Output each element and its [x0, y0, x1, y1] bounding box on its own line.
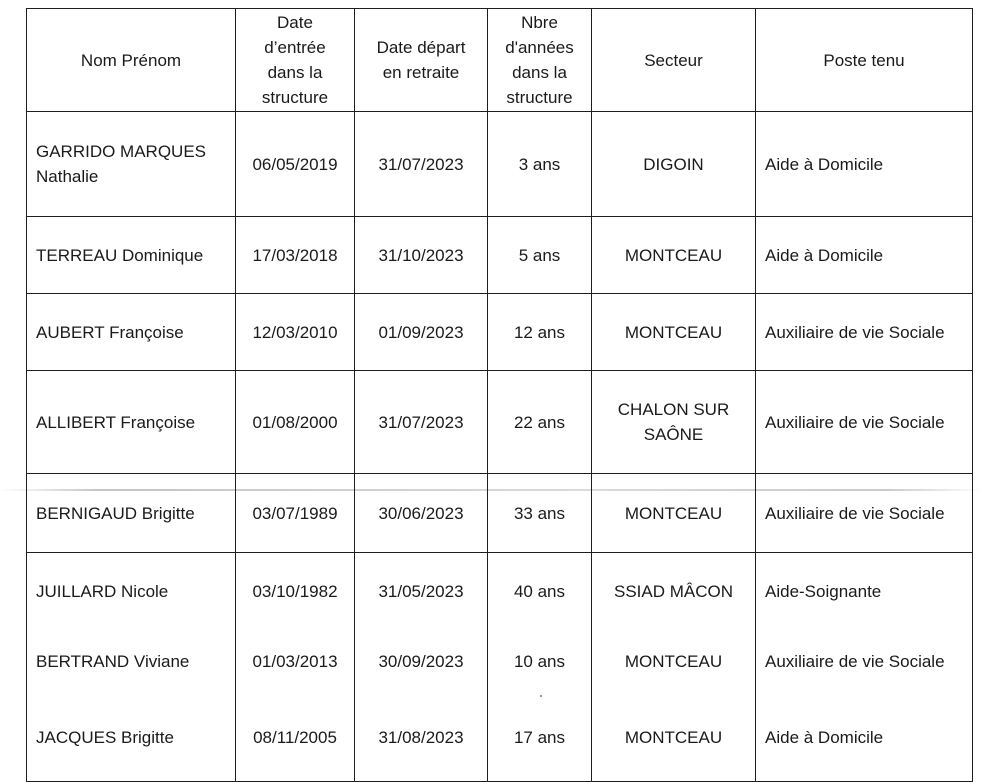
- cell-position: Aide-Soignante: [756, 553, 973, 630]
- table-row: [27, 371, 973, 474]
- table-row: [27, 630, 973, 693]
- cell-name: JACQUES Brigitte: [27, 693, 236, 782]
- cell-entry-date: 03/10/1982: [236, 553, 355, 630]
- cell-years: 17 ans: [488, 693, 592, 782]
- cell-position: Auxiliaire de vie Sociale: [756, 630, 973, 693]
- header-row: [27, 9, 973, 112]
- table-row: [27, 294, 973, 371]
- cell-years: 12 ans: [488, 294, 592, 371]
- cell-name: TERREAU Dominique: [27, 217, 236, 294]
- cell-entry-date: 01/03/2013: [236, 630, 355, 693]
- header-years: Nbre d'années dans la structure: [488, 9, 592, 112]
- table-row: [27, 553, 973, 630]
- cell-name: AUBERT Françoise: [27, 294, 236, 371]
- cell-retirement-date: 31/07/2023: [355, 371, 488, 474]
- cell-sector: CHALON SUR SAÔNE: [592, 371, 756, 474]
- cell-retirement-date: 31/05/2023: [355, 553, 488, 630]
- cell-name: BERNIGAUD Brigitte: [27, 474, 236, 553]
- table-row: [27, 217, 973, 294]
- cell-position: Auxiliaire de vie Sociale: [756, 474, 973, 553]
- cell-entry-date: 03/07/1989: [236, 474, 355, 553]
- cell-entry-date: 12/03/2010: [236, 294, 355, 371]
- cell-retirement-date: 31/10/2023: [355, 217, 488, 294]
- cell-name: ALLIBERT Françoise: [27, 371, 236, 474]
- table-row: [27, 474, 973, 553]
- cell-name: JUILLARD Nicole: [27, 553, 236, 630]
- cell-position: Aide à Domicile: [756, 112, 973, 217]
- cell-position: Aide à Domicile: [756, 217, 973, 294]
- cell-name: GARRIDO MARQUES Nathalie: [27, 112, 236, 217]
- cell-position: Aide à Domicile: [756, 693, 973, 782]
- cell-years: 10 ans: [488, 630, 592, 693]
- cell-years: 3 ans: [488, 112, 592, 217]
- cell-entry-date: 01/08/2000: [236, 371, 355, 474]
- cell-position: Auxiliaire de vie Sociale: [756, 371, 973, 474]
- cell-entry-date: 06/05/2019: [236, 112, 355, 217]
- cell-years: 22 ans: [488, 371, 592, 474]
- cell-retirement-date: 30/09/2023: [355, 630, 488, 693]
- cell-retirement-date: 31/08/2023: [355, 693, 488, 782]
- cell-sector: MONTCEAU: [592, 217, 756, 294]
- cell-sector: DIGOIN: [592, 112, 756, 217]
- cell-position: Auxiliaire de vie Sociale: [756, 294, 973, 371]
- header-position: Poste tenu: [756, 9, 973, 112]
- cell-retirement-date: 30/06/2023: [355, 474, 488, 553]
- cell-retirement-date: 01/09/2023: [355, 294, 488, 371]
- header-name: Nom Prénom: [27, 9, 236, 112]
- cell-entry-date: 17/03/2018: [236, 217, 355, 294]
- cell-sector: MONTCEAU: [592, 474, 756, 553]
- cell-sector: SSIAD MÂCON: [592, 553, 756, 630]
- cell-name: BERTRAND Viviane: [27, 630, 236, 693]
- retirees-table: [26, 8, 973, 782]
- cell-sector: MONTCEAU: [592, 693, 756, 782]
- cell-years: 40 ans: [488, 553, 592, 630]
- cell-years: 5 ans: [488, 217, 592, 294]
- header-entry-date: Date d’entrée dans la structure: [236, 9, 355, 112]
- header-sector: Secteur: [592, 9, 756, 112]
- cell-years: 33 ans: [488, 474, 592, 553]
- header-retirement-date: Date départ en retraite: [355, 9, 488, 112]
- cell-sector: MONTCEAU: [592, 630, 756, 693]
- cell-retirement-date: 31/07/2023: [355, 112, 488, 217]
- table-row: [27, 693, 973, 782]
- cell-entry-date: 08/11/2005: [236, 693, 355, 782]
- cell-sector: MONTCEAU: [592, 294, 756, 371]
- table-row: [27, 112, 973, 217]
